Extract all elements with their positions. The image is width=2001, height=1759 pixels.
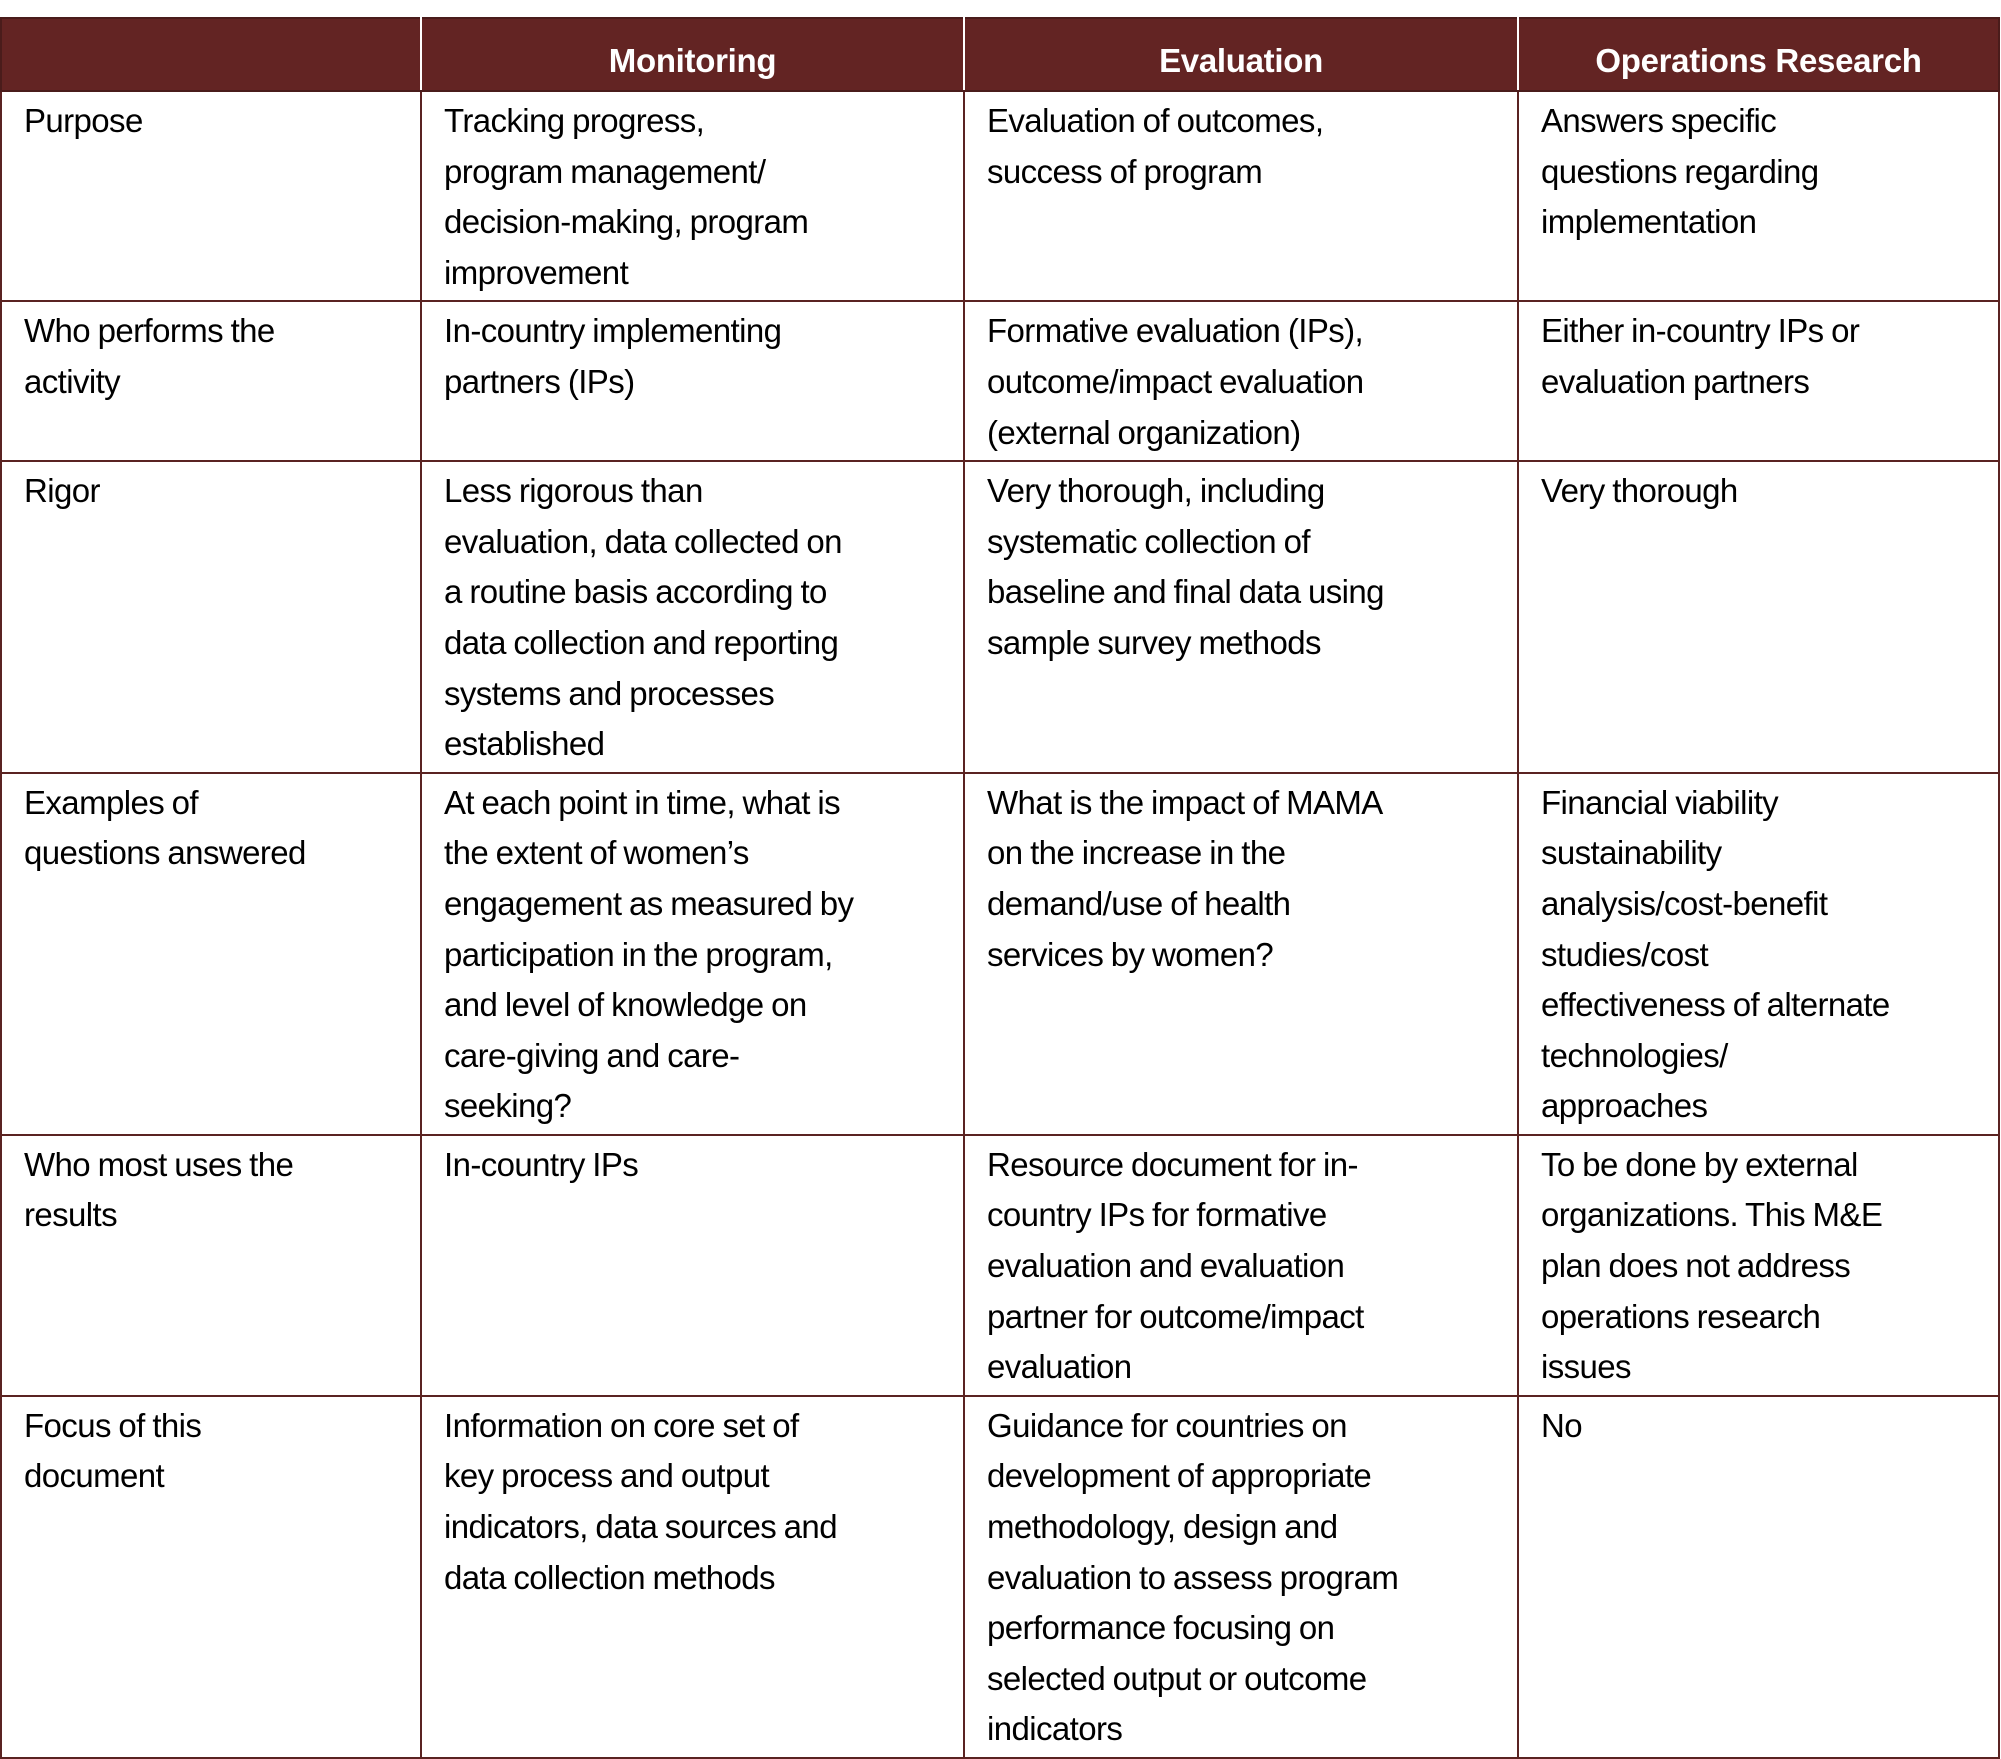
cell-text-line: Tracking progress, bbox=[444, 102, 705, 139]
cell-text-line: improvement bbox=[444, 253, 629, 291]
cell-text-line: decision-making, program bbox=[444, 203, 809, 241]
cell-text-line: selected output or outcome bbox=[987, 1659, 1367, 1697]
cell-text-line: approaches bbox=[1541, 1087, 1708, 1125]
cell-text-line: demand/use of health bbox=[987, 884, 1291, 922]
cell-text-line: Guidance for countries on bbox=[987, 1406, 1347, 1444]
row-label-cell bbox=[1, 301, 421, 461]
cell-text-line: issues bbox=[1541, 1348, 1631, 1386]
cell-text-line: partners (IPs) bbox=[444, 362, 635, 400]
cell-text-line: outcome/impact evaluation bbox=[987, 362, 1364, 400]
cell-text-line: No bbox=[1541, 1406, 1582, 1444]
cell-text-line: indicators, data sources and bbox=[444, 1508, 837, 1546]
cell-text-line: services by women? bbox=[987, 935, 1274, 973]
cell-text-line: partner for outcome/impact bbox=[987, 1297, 1364, 1335]
cell-text-line: Evaluation of outcomes, bbox=[987, 102, 1324, 139]
row-label-cell bbox=[1, 461, 421, 773]
cell-text-line: systematic collection of bbox=[987, 522, 1310, 560]
operations-research-cell bbox=[1518, 91, 1999, 301]
evaluation-cell bbox=[964, 301, 1518, 461]
header-cell-evaluation: Evaluation bbox=[964, 18, 1518, 91]
cell-text-line: country IPs for formative bbox=[987, 1196, 1327, 1234]
monitoring-cell bbox=[421, 461, 964, 773]
cell-text-line: Very thorough bbox=[1541, 472, 1738, 510]
cell-text-line: data collection and reporting bbox=[444, 623, 839, 661]
monitoring-cell bbox=[421, 1396, 964, 1758]
cell-text-line: sample survey methods bbox=[987, 623, 1321, 661]
table-row-who-uses-results bbox=[1, 1135, 1999, 1396]
cell-text-line: questions regarding bbox=[1541, 152, 1819, 190]
cell-text-line: key process and output bbox=[444, 1457, 770, 1495]
cell-text-line: program management/ bbox=[444, 152, 766, 190]
cell-text-line: care-giving and care- bbox=[444, 1036, 740, 1074]
row-label-cell bbox=[1, 91, 421, 301]
table-row-focus bbox=[1, 1396, 1999, 1758]
table-row-rigor bbox=[1, 461, 1999, 773]
cell-text-line: Information on core set of bbox=[444, 1406, 799, 1444]
cell-text-line: established bbox=[444, 725, 605, 763]
cell-text-line: engagement as measured by bbox=[444, 884, 854, 922]
cell-text-line: analysis/cost-benefit bbox=[1541, 884, 1828, 922]
cell-text-line: a routine basis according to bbox=[444, 573, 827, 611]
cell-text-line: success of program bbox=[987, 152, 1263, 190]
cell-text-line: indicators bbox=[987, 1710, 1123, 1748]
cell-text-line: operations research bbox=[1541, 1297, 1821, 1335]
cell-text-line: What is the impact of MAMA bbox=[987, 783, 1383, 821]
cell-text-line: Who most uses the bbox=[24, 1145, 294, 1183]
cell-text-line: In-country implementing bbox=[444, 312, 782, 350]
header-cell-operations-research: Operations Research bbox=[1518, 18, 1999, 91]
header-cell-monitoring: Monitoring bbox=[421, 18, 964, 91]
cell-text-line: performance focusing on bbox=[987, 1609, 1335, 1647]
cell-text-line: evaluation partners bbox=[1541, 362, 1810, 400]
cell-text-line: technologies/ bbox=[1541, 1036, 1728, 1074]
evaluation-cell bbox=[964, 91, 1518, 301]
monitoring-cell bbox=[421, 773, 964, 1135]
cell-text-line: Very thorough, including bbox=[987, 472, 1325, 510]
cell-text-line: questions answered bbox=[24, 834, 306, 872]
cell-text-line: evaluation and evaluation bbox=[987, 1247, 1345, 1285]
cell-text-line: baseline and final data using bbox=[987, 573, 1384, 611]
cell-text-line: sustainability bbox=[1541, 834, 1722, 872]
cell-text-line: (external organization) bbox=[987, 413, 1301, 451]
cell-text-line: methodology, design and bbox=[987, 1508, 1338, 1546]
monitoring-cell bbox=[421, 301, 964, 461]
row-label-cell bbox=[1, 1135, 421, 1396]
evaluation-cell bbox=[964, 461, 1518, 773]
cell-text-line: Purpose bbox=[24, 102, 143, 139]
monitoring-cell bbox=[421, 1135, 964, 1396]
cell-text-line: activity bbox=[24, 362, 121, 400]
cell-text-line: on the increase in the bbox=[987, 834, 1286, 872]
cell-text-line: development of appropriate bbox=[987, 1457, 1372, 1495]
table-header bbox=[1, 18, 1999, 91]
cell-text-line: Examples of bbox=[24, 783, 198, 821]
table-row-purpose bbox=[1, 91, 1999, 301]
header-cell-blank bbox=[1, 18, 421, 91]
cell-text-line: participation in the program, bbox=[444, 935, 833, 973]
operations-research-cell bbox=[1518, 1135, 1999, 1396]
table-body bbox=[1, 91, 1999, 1758]
table-row-who-performs bbox=[1, 301, 1999, 461]
cell-text-line: evaluation to assess program bbox=[987, 1558, 1399, 1596]
operations-research-cell bbox=[1518, 1396, 1999, 1758]
cell-text-line: Focus of this bbox=[24, 1406, 202, 1444]
cell-text-line: and level of knowledge on bbox=[444, 986, 807, 1024]
cell-text-line: Financial viability bbox=[1541, 783, 1779, 821]
cell-text-line: plan does not address bbox=[1541, 1247, 1851, 1285]
cell-text-line: To be done by external bbox=[1541, 1145, 1858, 1183]
cell-text-line: implementation bbox=[1541, 203, 1757, 241]
cell-text-line: evaluation bbox=[987, 1348, 1132, 1386]
cell-text-line: Answers specific bbox=[1541, 102, 1777, 139]
evaluation-cell bbox=[964, 1135, 1518, 1396]
header-row bbox=[1, 18, 1999, 91]
cell-text-line: Rigor bbox=[24, 472, 100, 510]
cell-text-line: Who performs the bbox=[24, 312, 275, 350]
me-comparison-table bbox=[0, 17, 2000, 1759]
cell-text-line: In-country IPs bbox=[444, 1145, 639, 1183]
cell-text-line: effectiveness of alternate bbox=[1541, 986, 1890, 1024]
cell-text-line: Formative evaluation (IPs), bbox=[987, 312, 1364, 350]
operations-research-cell bbox=[1518, 773, 1999, 1135]
evaluation-cell bbox=[964, 1396, 1518, 1758]
cell-text-line: data collection methods bbox=[444, 1558, 775, 1596]
operations-research-cell bbox=[1518, 301, 1999, 461]
table-row-examples bbox=[1, 773, 1999, 1135]
cell-text-line: results bbox=[24, 1196, 117, 1234]
operations-research-cell bbox=[1518, 461, 1999, 773]
cell-text-line: studies/cost bbox=[1541, 935, 1709, 973]
monitoring-cell bbox=[421, 91, 964, 301]
row-label-cell bbox=[1, 1396, 421, 1758]
cell-text-line: organizations. This M&E bbox=[1541, 1196, 1883, 1234]
cell-text-line: At each point in time, what is bbox=[444, 783, 841, 821]
cell-text-line: Resource document for in- bbox=[987, 1145, 1358, 1183]
cell-text-line: document bbox=[24, 1457, 165, 1495]
cell-text-line: evaluation, data collected on bbox=[444, 522, 842, 560]
comparison-table-container bbox=[0, 17, 1998, 1759]
evaluation-cell bbox=[964, 773, 1518, 1135]
cell-text-line: seeking? bbox=[444, 1087, 572, 1125]
cell-text-line: Either in-country IPs or bbox=[1541, 312, 1860, 350]
cell-text-line: Less rigorous than bbox=[444, 472, 703, 510]
cell-text-line: the extent of women’s bbox=[444, 834, 749, 872]
row-label-cell bbox=[1, 773, 421, 1135]
cell-text-line: systems and processes bbox=[444, 674, 775, 712]
